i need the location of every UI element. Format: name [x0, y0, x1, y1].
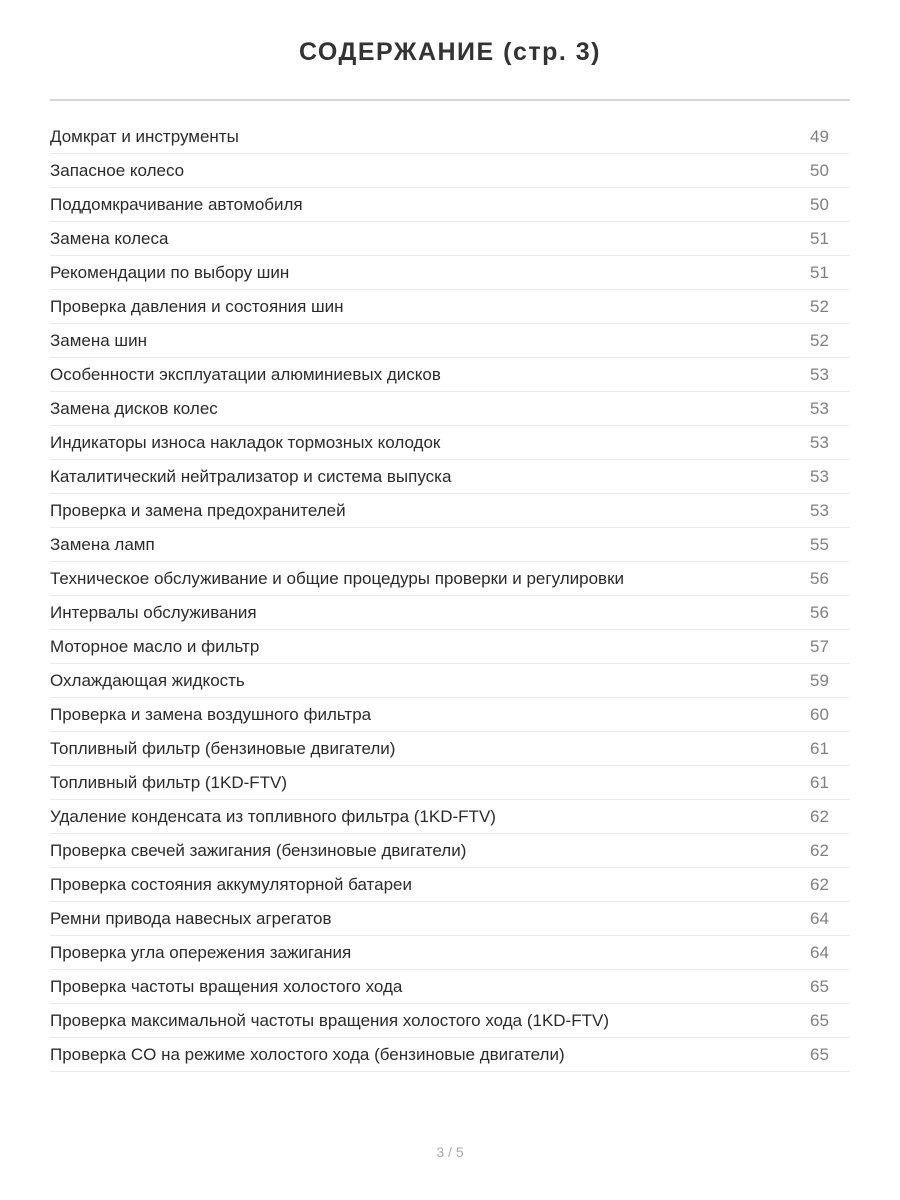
toc-row[interactable] [50, 596, 850, 630]
toc-page-number: 65 [810, 1044, 829, 1064]
toc-page-number: 64 [810, 908, 829, 928]
toc-entry-title: Топливный фильтр (1KD-FTV) [50, 772, 288, 792]
toc-entry-title: Интервалы обслуживания [50, 602, 257, 622]
toc-entry-title: Рекомендации по выбору шин [50, 262, 290, 282]
toc-list [50, 120, 850, 1072]
toc-row[interactable] [50, 698, 850, 732]
toc-entry-title: Домкрат и инструменты [50, 126, 239, 146]
toc-entry-title: Проверка и замена предохранителей [50, 500, 346, 520]
toc-row[interactable] [50, 868, 850, 902]
toc-row[interactable] [50, 222, 850, 256]
toc-row[interactable] [50, 1004, 850, 1038]
toc-row[interactable] [50, 256, 850, 290]
toc-row[interactable] [50, 936, 850, 970]
toc-row[interactable] [50, 154, 850, 188]
toc-page-number: 53 [810, 432, 829, 452]
toc-row[interactable] [50, 426, 850, 460]
toc-entry-title: Моторное масло и фильтр [50, 636, 260, 656]
toc-row[interactable] [50, 800, 850, 834]
toc-row[interactable] [50, 324, 850, 358]
toc-row[interactable] [50, 494, 850, 528]
toc-page-number: 56 [810, 568, 829, 588]
toc-entry-title: Каталитический нейтрализатор и система выпуска [50, 466, 452, 486]
toc-entry-title: Замена дисков колес [50, 398, 218, 418]
toc-page-number: 50 [810, 160, 829, 180]
toc-entry-title: Замена шин [50, 330, 147, 350]
toc-entry-title: Замена колеса [50, 228, 169, 248]
toc-entry-title: Проверка максимальной частоты вращения холостого хода (1KD-FTV) [50, 1010, 609, 1030]
toc-page-number: 52 [810, 296, 829, 316]
toc-entry-title: Удаление конденсата из топливного фильтра (1KD-FTV) [50, 806, 496, 826]
toc-row[interactable] [50, 732, 850, 766]
toc-page-number: 62 [810, 806, 829, 826]
toc-entry-title: Замена ламп [50, 534, 155, 554]
toc-page-number: 50 [810, 194, 829, 214]
toc-row[interactable] [50, 970, 850, 1004]
toc-row[interactable] [50, 392, 850, 426]
toc-page-number: 61 [810, 738, 829, 758]
toc-page-number: 53 [810, 398, 829, 418]
page-title: СОДЕРЖАНИЕ (стр. 3) [298, 38, 602, 66]
title-divider [50, 99, 850, 101]
toc-page-number: 52 [810, 330, 829, 350]
toc-row[interactable] [50, 562, 850, 596]
toc-entry-title: Проверка свечей зажигания (бензиновые двигатели) [50, 840, 467, 860]
toc-entry-title: Проверка и замена воздушного фильтра [50, 704, 372, 724]
toc-page-number: 62 [810, 874, 829, 894]
toc-row[interactable] [50, 290, 850, 324]
toc-row[interactable] [50, 1038, 850, 1072]
toc-page-number: 65 [810, 1010, 829, 1030]
toc-row[interactable] [50, 460, 850, 494]
toc-entry-title: Запасное колесо [50, 160, 185, 180]
toc-entry-title: Проверка CO на режиме холостого хода (бензиновые двигатели) [50, 1044, 565, 1064]
toc-page-number: 64 [810, 942, 829, 962]
toc-page-number: 53 [810, 500, 829, 520]
toc-page-number: 62 [810, 840, 829, 860]
toc-row[interactable] [50, 120, 850, 154]
toc-page-number: 61 [810, 772, 829, 792]
toc-page-number: 53 [810, 466, 829, 486]
toc-page-number: 60 [810, 704, 829, 724]
toc-entry-title: Индикаторы износа накладок тормозных колодок [50, 432, 441, 452]
toc-row[interactable] [50, 664, 850, 698]
toc-entry-title: Особенности эксплуатации алюминиевых дисков [50, 364, 441, 384]
toc-page-number: 56 [810, 602, 829, 622]
toc-entry-title: Проверка угла опережения зажигания [50, 942, 352, 962]
toc-page-number: 53 [810, 364, 829, 384]
toc-page-number: 57 [810, 636, 829, 656]
toc-page-number: 51 [810, 228, 829, 248]
toc-row[interactable] [50, 902, 850, 936]
toc-entry-title: Топливный фильтр (бензиновые двигатели) [50, 738, 396, 758]
toc-row[interactable] [50, 528, 850, 562]
toc-entry-title: Техническое обслуживание и общие процедуры проверки и регулировки [50, 568, 625, 588]
toc-entry-title: Проверка состояния аккумуляторной батареи [50, 874, 412, 894]
toc-entry-title: Ремни привода навесных агрегатов [50, 908, 332, 928]
toc-row[interactable] [50, 188, 850, 222]
toc-page-number: 55 [810, 534, 829, 554]
toc-entry-title: Поддомкрачивание автомобиля [50, 194, 303, 214]
toc-entry-title: Проверка частоты вращения холостого хода [50, 976, 403, 996]
toc-page-number: 59 [810, 670, 829, 690]
toc-row[interactable] [50, 834, 850, 868]
toc-page-number: 49 [810, 126, 829, 146]
toc-row[interactable] [50, 630, 850, 664]
toc-entry-title: Охлаждающая жидкость [50, 670, 245, 690]
toc-row[interactable] [50, 766, 850, 800]
toc-page-number: 51 [810, 262, 829, 282]
page-indicator: 3 / 5 [436, 1144, 464, 1160]
toc-page-number: 65 [810, 976, 829, 996]
toc-entry-title: Проверка давления и состояния шин [50, 296, 344, 316]
toc-row[interactable] [50, 358, 850, 392]
